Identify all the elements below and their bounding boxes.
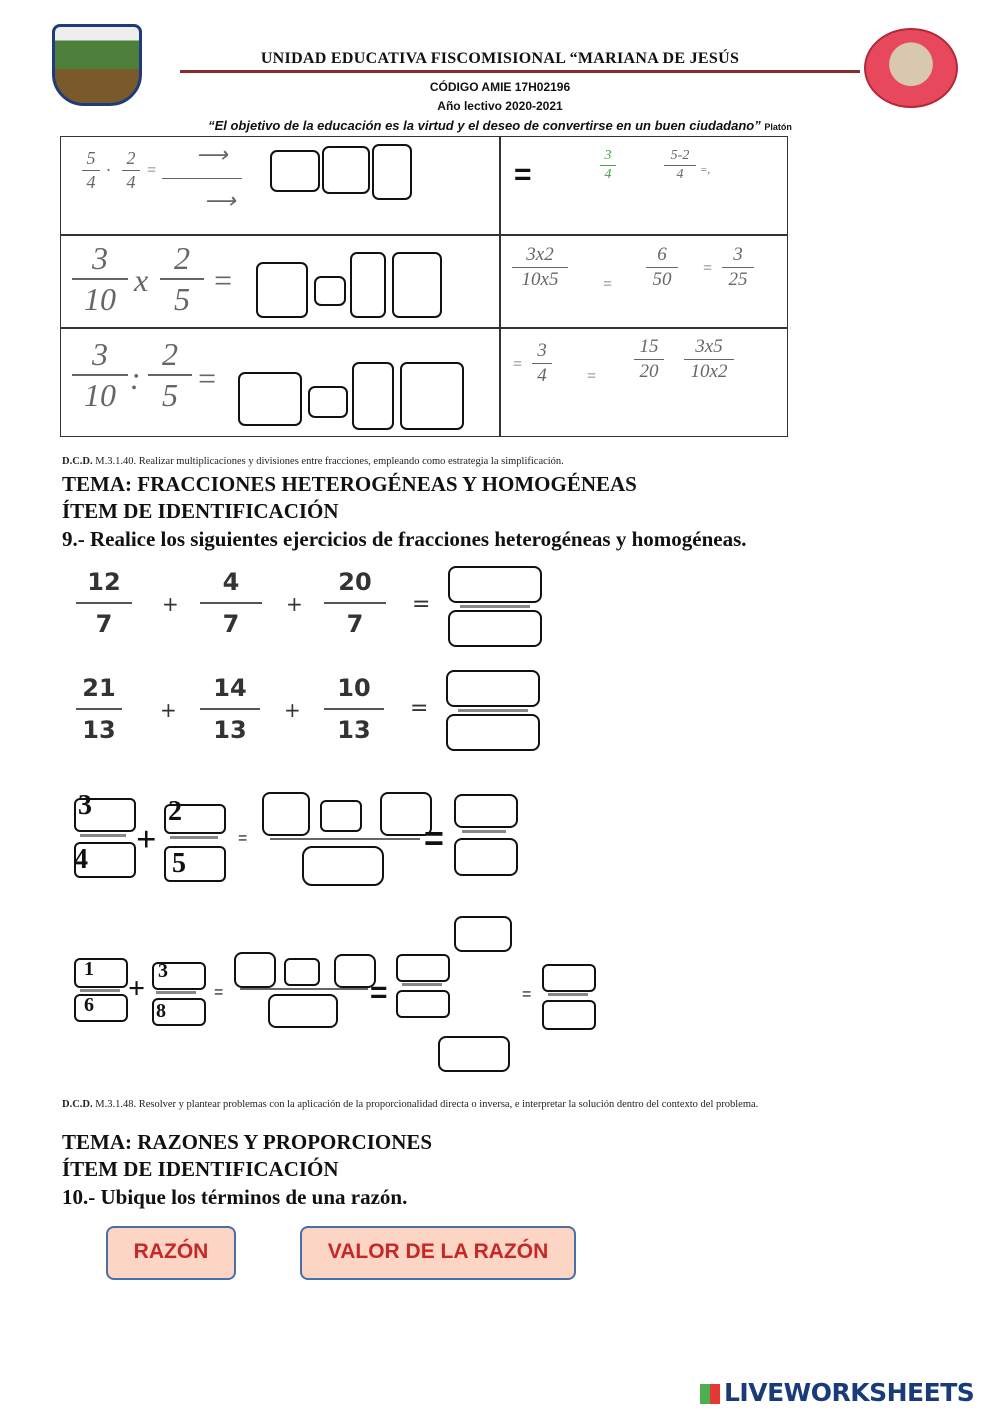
fraction: 20 7 <box>324 568 386 638</box>
fraction-bar <box>240 988 368 990</box>
answer-box[interactable] <box>454 838 518 876</box>
arrow-icon: ⟶ <box>196 142 228 167</box>
equals-sign: = <box>212 262 234 298</box>
answer-box[interactable] <box>542 1000 596 1030</box>
denominator: 8 <box>156 1000 166 1022</box>
answer-box[interactable] <box>396 954 450 982</box>
fraction: 2 5 <box>148 336 192 414</box>
denominator: 5 <box>172 848 186 879</box>
fraction: 6 50 <box>646 244 678 291</box>
answer-box[interactable] <box>350 252 386 318</box>
equals-sign: = <box>196 360 218 396</box>
equals-sign: = <box>370 976 388 1009</box>
denominator: 4 <box>74 844 88 875</box>
answer-box[interactable] <box>392 252 442 318</box>
plus-sign: + <box>162 592 179 616</box>
answer-box[interactable] <box>256 262 308 318</box>
fraction: 3x2 10x5 <box>512 244 568 291</box>
school-name: UNIDAD EDUCATIVA FISCOMISIONAL “MARIANA DE JESÚS <box>260 50 740 67</box>
operator: : <box>130 360 141 396</box>
topic-title: TEMA: RAZONES Y PROPORCIONES <box>62 1130 433 1154</box>
fraction: 12 7 <box>76 568 132 638</box>
fraction-bar <box>156 991 196 994</box>
equals-sign: = <box>586 368 597 385</box>
plus-sign: + <box>160 698 177 722</box>
school-logo-right <box>864 28 958 108</box>
denominator: 6 <box>84 994 94 1016</box>
numerator: 2 <box>168 796 182 827</box>
fraction-bar <box>462 830 506 833</box>
equals-sign: = <box>512 356 523 373</box>
fraction: 15 20 <box>634 336 664 383</box>
fraction: 3 4 <box>600 148 616 183</box>
numerator: 1 <box>84 958 94 980</box>
quote-author: Platón <box>764 122 792 132</box>
fraction: 5-2 4 <box>664 148 696 183</box>
answer-box[interactable] <box>396 990 450 1018</box>
fraction-bar <box>270 838 420 840</box>
topic-title: TEMA: FRACCIONES HETEROGÉNEAS Y HOMOGÉNEAS <box>62 472 637 496</box>
dcd-text: D.C.D. M.3.1.48. Resolver y plantear problemas con la aplicación de la proporcionalidad directa o inversa, e interpretar la solución dentro del contexto del problema. <box>62 1099 759 1110</box>
fraction-bar <box>402 983 442 986</box>
operator: · <box>106 160 111 180</box>
fraction: 3 10 <box>72 240 128 318</box>
fraction-bar <box>80 834 126 837</box>
answer-box[interactable] <box>542 964 596 992</box>
fraction: 2 4 <box>122 148 140 193</box>
fraction: 14 13 <box>200 674 260 744</box>
plus-sign: + <box>128 972 146 1005</box>
answer-box[interactable] <box>454 794 518 828</box>
equals-sign: = <box>602 276 613 293</box>
fraction: 10 13 <box>324 674 384 744</box>
answer-box[interactable] <box>454 916 512 952</box>
answer-box[interactable] <box>302 846 384 886</box>
answer-box[interactable] <box>234 952 276 988</box>
answer-box[interactable] <box>314 276 346 306</box>
header-quote: “El objetivo de la educación es la virtud y el deseo de convertirse en un buen ciudadano” Platón <box>208 118 792 133</box>
fraction-bar <box>548 993 588 996</box>
fraction: 3 10 <box>72 336 128 414</box>
answer-box[interactable] <box>74 994 128 1022</box>
answer-box[interactable] <box>284 958 320 986</box>
item-label: ÍTEM DE IDENTIFICACIÓN <box>62 499 339 523</box>
fraction: 2 5 <box>160 240 204 318</box>
answer-box[interactable] <box>74 958 128 988</box>
liveworksheets-logo: LIVEWORKSHEETS <box>700 1378 974 1407</box>
fraction-bar <box>162 178 242 179</box>
answer-box[interactable] <box>262 792 310 836</box>
answer-box[interactable] <box>268 994 338 1028</box>
arrow-icon: ⟶ <box>204 188 236 213</box>
header-divider <box>180 70 860 73</box>
equals-sign: = <box>702 260 713 277</box>
fraction: 5 4 <box>82 148 100 193</box>
fraction-bar <box>170 836 218 839</box>
equals-sign: = <box>238 830 248 847</box>
question-10: 10.- Ubique los términos de una razón. <box>62 1185 408 1209</box>
answer-fraction-box[interactable] <box>448 566 542 647</box>
fraction: 3 25 <box>722 244 754 291</box>
equals-sign: = <box>146 162 157 179</box>
answer-box[interactable] <box>238 372 302 426</box>
plus-sign: + <box>284 698 301 722</box>
answer-box[interactable] <box>438 1036 510 1072</box>
item-label: ÍTEM DE IDENTIFICACIÓN <box>62 1157 339 1181</box>
answer-fraction-box[interactable] <box>446 670 540 751</box>
fraction: 3 4 <box>532 340 552 387</box>
answer-box[interactable] <box>270 150 320 192</box>
school-year: Año lectivo 2020-2021 <box>437 99 563 113</box>
equals-sign: = <box>410 696 429 721</box>
equals-sign: = <box>424 820 444 858</box>
equals-sign: = <box>412 592 431 617</box>
table-cell-r1c2 <box>499 136 788 236</box>
fraction: 21 13 <box>76 674 122 744</box>
drag-option-valor-razon[interactable]: VALOR DE LA RAZÓN <box>300 1226 576 1280</box>
plus-sign: + <box>136 819 157 859</box>
answer-box[interactable] <box>308 386 348 418</box>
question-9: 9.- Realice los siguientes ejercicios de fracciones heterogéneas y homogéneas. <box>62 527 747 551</box>
equals-sign: = <box>514 158 532 191</box>
equals-sign: = <box>522 986 532 1003</box>
plus-sign: + <box>286 592 303 616</box>
fraction: 3x5 10x2 <box>684 336 734 383</box>
fraction: 4 7 <box>200 568 262 638</box>
operator: x <box>134 262 149 298</box>
dcd-text: D.C.D. M.3.1.40. Realizar multiplicaciones y divisiones entre fracciones, empleando como estrategia la simplificación. <box>62 456 564 467</box>
answer-box[interactable] <box>372 144 412 200</box>
answer-box[interactable] <box>352 362 394 430</box>
drag-option-razon[interactable]: RAZÓN <box>106 1226 236 1280</box>
logo-icon <box>700 1384 720 1404</box>
numerator: 3 <box>158 960 168 982</box>
answer-box[interactable] <box>320 800 362 832</box>
equals-sign: = <box>214 984 224 1001</box>
equals-sign: =, <box>700 164 711 176</box>
school-code: CÓDIGO AMIE 17H02196 <box>429 80 571 94</box>
answer-box[interactable] <box>322 146 370 194</box>
answer-box[interactable] <box>400 362 464 430</box>
fraction-bar <box>80 989 120 992</box>
numerator: 3 <box>78 790 92 821</box>
